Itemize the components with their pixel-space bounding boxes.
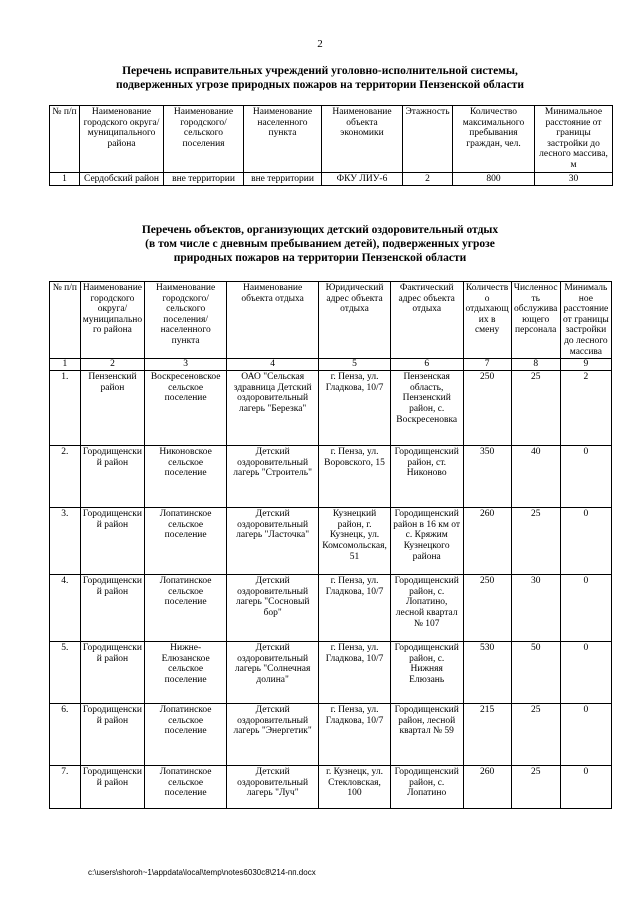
table-cell: Городищенский район, ст. Никоново [390, 446, 463, 508]
table-cell: г. Пенза, ул. Гладкова, 10/7 [319, 575, 391, 642]
table-cell: Городищенский район, с. Лопатино, лесной квартал № 107 [390, 575, 463, 642]
table-cell: Воскресеновское сельское поселение [145, 371, 227, 446]
table-cell: Никоновское сельское поселение [145, 446, 227, 508]
table-cell: Пензенская область, Пензенский район, с. Воскресеновка [390, 371, 463, 446]
table-cell: 25 [511, 371, 560, 446]
header-cell: Фактический адрес объекта отдыха [390, 282, 463, 359]
header-cell: Этажность [403, 106, 453, 173]
page-number: 2 [317, 38, 323, 50]
table-cell: Городищенский район [80, 508, 144, 575]
header-cell: Минимальное расстояние от границы застройки до лесного массива, м [535, 106, 613, 173]
table-row [50, 371, 612, 446]
table-row [50, 446, 612, 508]
table-cell: 1 [50, 172, 80, 186]
table-cell: г. Пенза, ул. Воровского, 15 [319, 446, 391, 508]
table-cell: 7. [50, 766, 81, 809]
header-cell: Наименование городского/ сельского поселения/ населенного пункта [145, 282, 227, 359]
table-cell: Детский оздоровительный лагерь "Строитель" [227, 446, 319, 508]
table-cell: 30 [511, 575, 560, 642]
section1-title-line: Перечень исправительных учреждений уголовно-исполнительной системы, [122, 65, 518, 77]
table-cell: 0 [560, 446, 611, 508]
header-cell: Наименование объекта отдыха [227, 282, 319, 359]
table-cell: 350 [463, 446, 511, 508]
table-row [50, 766, 612, 809]
section2-title-line: Перечень объектов, организующих детский оздоровительный отдых [141, 224, 499, 236]
table-cell: 0 [560, 704, 611, 766]
table-cell: г. Пенза, ул. Гладкова, 10/7 [319, 704, 391, 766]
header-cell: Наименование населенного пункта [244, 106, 322, 173]
header-cell: Наименование объекта экономики [322, 106, 403, 173]
table-cell: Городищенский район [80, 704, 144, 766]
header-cell: Юридический адрес объекта отдыха [319, 282, 391, 359]
table-cell: ОАО "Сельская здравница Детский оздоровительный лагерь "Березка" [227, 371, 319, 446]
table-cell: Городищенский район [80, 642, 144, 704]
table-cell: 800 [453, 172, 535, 186]
table-cell: 2. [50, 446, 81, 508]
table-cell: ФКУ ЛИУ-6 [322, 172, 403, 186]
header-cell: Количество отдыхающих в смену [463, 282, 511, 359]
table-header-row [50, 282, 612, 359]
table-cell: 0 [560, 508, 611, 575]
table-cell: 0 [560, 575, 611, 642]
table-cell: 4. [50, 575, 81, 642]
table-cell: 3. [50, 508, 81, 575]
table-cell: г. Пенза, ул. Гладкова, 10/7 [319, 371, 391, 446]
header-cell: № п/п [50, 282, 81, 359]
table-cell: Сердобский район [80, 172, 164, 186]
header-cell: Наименование городского округа/ муниципального района [80, 106, 164, 173]
header-cell: Численность обслуживающего персонала [511, 282, 560, 359]
table-cell: Лопатинское сельское поселение [145, 704, 227, 766]
table-cell: 30 [535, 172, 613, 186]
header-cell: Минимальное расстояние от границы застройки до лесного массива [560, 282, 611, 359]
table-cell: г. Кузнецк, ул. Стекловская, 100 [319, 766, 391, 809]
table-cell: Лопатинское сельское поселение [145, 508, 227, 575]
table-cell: 2 [403, 172, 453, 186]
table-cell: Детский оздоровительный лагерь "Солнечная долина" [227, 642, 319, 704]
header-cell: Наименование городского округа/ муниципального района [80, 282, 144, 359]
table-cell: г. Пенза, ул. Гладкова, 10/7 [319, 642, 391, 704]
table-cell: Детский оздоровительный лагерь "Сосновый бор" [227, 575, 319, 642]
table-cell: Кузнецкий район, г. Кузнецк, ул. Комсомольская, 51 [319, 508, 391, 575]
column-number: 6 [390, 359, 463, 371]
table-cell: Городищенский район [80, 766, 144, 809]
section2-title-line: природных пожаров на территории Пензенской области [173, 252, 467, 264]
table-cell: 530 [463, 642, 511, 704]
section2-title [40, 223, 600, 265]
table-cell: Городищенский район, с. Нижняя Елюзань [390, 642, 463, 704]
table-cell: Городищенский район [80, 446, 144, 508]
table-cell: 0 [560, 766, 611, 809]
table-cell: Детский оздоровительный лагерь "Ласточка" [227, 508, 319, 575]
table-cell: Детский оздоровительный лагерь "Энергетик" [227, 704, 319, 766]
footer-file-path: c:\users\shoroh~1\appdata\local\temp\notes6030c8\214-пп.docx [88, 868, 316, 877]
table-cell: вне территории [164, 172, 244, 186]
table-cell: 50 [511, 642, 560, 704]
table-cell: 2 [560, 371, 611, 446]
table-cell: Пензенский район [80, 371, 144, 446]
column-number: 4 [227, 359, 319, 371]
table-cell: 260 [463, 766, 511, 809]
table-cell: Лопатинское сельское поселение [145, 766, 227, 809]
column-number: 3 [145, 359, 227, 371]
section1-title-line: подверженных угрозе природных пожаров на территории Пензенской области [116, 79, 524, 91]
column-number: 2 [80, 359, 144, 371]
table-row [50, 642, 612, 704]
childrens-camps-table [49, 281, 612, 809]
column-number: 1 [50, 359, 81, 371]
column-number: 8 [511, 359, 560, 371]
table-row [50, 172, 613, 186]
table-cell: Нижне-Елюзанское сельское поселение [145, 642, 227, 704]
table-cell: Городищенский район, лесной квартал № 59 [390, 704, 463, 766]
header-cell: Наименование городского/ сельского поселения [164, 106, 244, 173]
table-row [50, 575, 612, 642]
column-number: 5 [319, 359, 391, 371]
table-cell: 0 [560, 642, 611, 704]
table-cell: 6. [50, 704, 81, 766]
table-cell: 250 [463, 371, 511, 446]
table-cell: 250 [463, 575, 511, 642]
table-cell: Городищенский район, с. Лопатино [390, 766, 463, 809]
table-cell: Городищенский район в 16 км от с. Кряжим Кузнецкого района [390, 508, 463, 575]
header-cell: № п/п [50, 106, 80, 173]
table-cell: 25 [511, 704, 560, 766]
table-cell: 260 [463, 508, 511, 575]
correctional-institutions-table [49, 105, 613, 186]
table-cell: 25 [511, 508, 560, 575]
column-number: 7 [463, 359, 511, 371]
section1-title [40, 64, 600, 92]
table-cell: 1. [50, 371, 81, 446]
section2-title-line: (в том числе с дневным пребыванием детей), подверженных угрозе [145, 238, 495, 250]
header-cell: Количество максимального пребывания граждан, чел. [453, 106, 535, 173]
table-cell: Детский оздоровительный лагерь "Луч" [227, 766, 319, 809]
table-cell: 25 [511, 766, 560, 809]
table-cell: 40 [511, 446, 560, 508]
table-row [50, 704, 612, 766]
table-cell: 215 [463, 704, 511, 766]
table-cell: Городищенский район [80, 575, 144, 642]
column-number-row [50, 359, 612, 371]
table-cell: 5. [50, 642, 81, 704]
table-header-row [50, 106, 613, 173]
table-cell: Лопатинское сельское поселение [145, 575, 227, 642]
table-cell: вне территории [244, 172, 322, 186]
column-number: 9 [560, 359, 611, 371]
table-row [50, 508, 612, 575]
